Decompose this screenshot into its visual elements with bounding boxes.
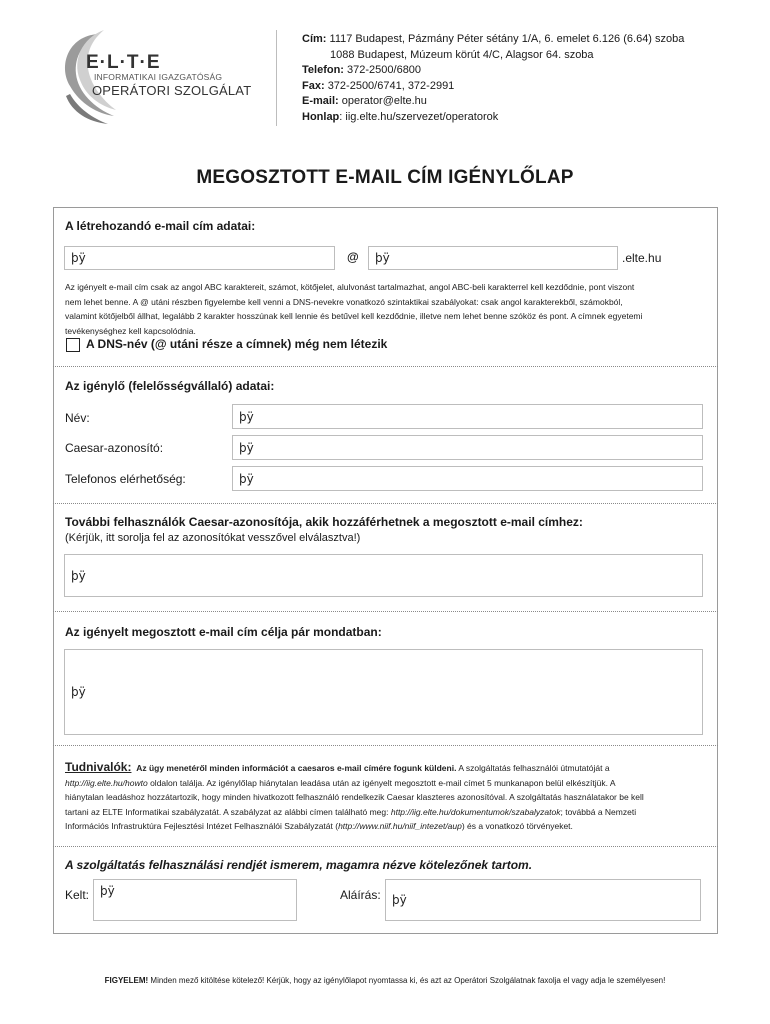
at-sign: @ (347, 250, 359, 264)
address-row (302, 32, 684, 48)
info-line-1 (65, 760, 710, 776)
fax-label: Fax: (302, 79, 325, 92)
section3-heading: További felhasználók Caesar-azonosítója, akik hozzáférhetnek a megosztott e-mail címhez: (65, 515, 583, 529)
section2-heading: Az igénylő (felelősségvállaló) adatai: (65, 379, 275, 393)
section3-subheading: (Kérjük, itt sorolja fel az azonosítókat vesszővel elválasztva!) (65, 532, 361, 544)
phone-contact-label: Telefonos elérhetőség: (65, 472, 186, 486)
regulations-link[interactable]: http://iig.elte.hu/dokumentumok/szabalyzatok (390, 806, 561, 817)
address-label: Cím: (302, 33, 327, 45)
section-divider (53, 745, 718, 746)
signature-label: Aláírás: (340, 888, 381, 902)
phone-label: Telefon: (302, 64, 344, 76)
email-rules-line-4: tevékenységhez kell kapcsolódnia. (65, 325, 196, 336)
dns-not-exists-checkbox[interactable] (66, 338, 80, 352)
email-domain-input[interactable]: þÿ (368, 246, 618, 270)
email-rules-line-2: nem lehet benne. A @ utáni részben figyelembe kell venni a DNS-nevekre vonatkozó szintaktikai szabályokat: csak angol karakterekből, számokból, (65, 296, 623, 307)
date-label: Kelt: (65, 888, 90, 902)
address-line-1: 1117 Budapest, Pázmány Péter sétány 1/A, 6. emelet 6.126 (6.64) szoba (329, 33, 685, 45)
footer-warning (0, 976, 770, 985)
fax-row (302, 79, 684, 95)
section-divider (53, 503, 718, 504)
signature-field[interactable]: þÿ (385, 879, 701, 921)
logo-subtitle-1: INFORMATIKAI IGAZGATÓSÁG (94, 72, 223, 82)
info-text-4: tartani az ELTE Informatikai szabályzatát. A szabályzat az alábbi címen található meg: (65, 806, 389, 817)
contact-block (302, 32, 684, 125)
caesar-id-input[interactable]: þÿ (232, 435, 703, 460)
logo-subtitle-2: OPERÁTORI SZOLGÁLAT (92, 83, 252, 98)
section1-heading: A létrehozandó e-mail cím adatai: (65, 219, 256, 233)
email-rules-text (65, 280, 715, 338)
info-line-2 (65, 776, 710, 791)
info-text-7: ) és a vonatkozó törvényeket. (461, 821, 573, 831)
section-divider (53, 366, 718, 367)
info-line-4 (65, 805, 710, 820)
other-users-input[interactable]: þÿ (64, 554, 703, 597)
email-label: E-mail: (302, 95, 339, 107)
date-input[interactable]: þÿ (93, 879, 297, 921)
info-text-6: Információs Infrastruktúra Fejlesztési Intézet Felhasználói Szabályzatát ( (65, 821, 339, 831)
web-link[interactable]: : iig.elte.hu/szervezet/operatorok (339, 110, 499, 123)
purpose-textarea[interactable]: þÿ (64, 649, 703, 735)
name-input[interactable]: þÿ (232, 404, 703, 429)
info-bold-text: Az ügy menetéről minden információt a caesaros e-mail címére fogunk küldeni. (136, 763, 457, 773)
form-title: MEGOSZTOTT E-MAIL CÍM IGÉNYLŐLAP (196, 167, 574, 188)
info-line-5 (65, 819, 710, 834)
domain-suffix: .elte.hu (622, 251, 662, 265)
section-divider (53, 611, 718, 612)
acceptance-statement: A szolgáltatás felhasználási rendjét ismerem, magamra nézve kötelezőnek tartom. (65, 858, 533, 872)
email-link[interactable]: operator@elte.hu (341, 95, 427, 107)
info-notes (65, 760, 710, 834)
email-rules-line-1: Az igényelt e-mail cím csak az angol ABC karaktereit, számot, kötőjelet, alulvonást tartalmazhat, angol ABC-beli karakterrel kell kezdődnie, pont viszont (65, 282, 635, 292)
howto-link[interactable]: http://iig.elte.hu/howto (65, 777, 148, 788)
email-rules-line-3: valamint kötőjelből állhat, legalább 2 karakter hosszúnak kell lennie és betűvel kell kezdődnie, illetve nem lehet benne szóköz és pont. A címnek egyetemi (65, 311, 643, 321)
section-divider (53, 846, 718, 847)
fax-value: 372-2500/6741, 372-2991 (327, 79, 455, 92)
info-text-1: A szolgáltatás felhasználói útmutatóját a (458, 763, 610, 773)
info-text-3: hiánytalan leadáshoz hozzátartozik, hogy minden hivatkozott felhasználó rendelkezik Caesar klaszteres azonosítóval. A szolgáltatás használatakor be kell (65, 792, 644, 802)
section4-heading: Az igényelt megosztott e-mail cím célja pár mondatban: (65, 625, 382, 639)
email-row (302, 94, 684, 110)
niif-aup-link[interactable]: http://www.niif.hu/niif_intezet/aup (338, 821, 462, 831)
info-title: Tudnivalók: (65, 760, 132, 774)
info-text-2: oldalon találja. Az igénylőlap hiánytalan leadása után az igényelt megosztott e-mail címet 5 munkanapon belül elkészítjük. A (150, 777, 616, 788)
email-local-part-input[interactable]: þÿ (64, 246, 335, 270)
address-line-2: 1088 Budapest, Múzeum körút 4/C, Alagsor 64. szoba (330, 48, 594, 61)
name-label: Név: (65, 411, 90, 425)
phone-row (302, 63, 684, 79)
caesar-id-label: Caesar-azonosító: (65, 441, 164, 455)
elte-logo (58, 26, 268, 126)
web-label: Honlap (302, 110, 340, 123)
web-row (302, 110, 684, 126)
footer-warning-bold: FIGYELEM! (104, 976, 149, 985)
phone-value: 372-2500/6800 (347, 64, 422, 76)
footer-warning-text: Minden mező kitöltése kötelező! Kérjük, hogy az igénylőlapot nyomtassa ki, és azt az Operátori Szolgálatnak faxolja el vagy adja le személyesen! (148, 976, 666, 985)
dns-checkbox-label: A DNS-név (@ utáni része a címnek) még nem létezik (86, 337, 388, 351)
info-text-5: ; továbbá a Nemzeti (560, 806, 637, 817)
phone-contact-input[interactable]: þÿ (232, 466, 703, 491)
logo-title: E·L·T·E (86, 52, 161, 73)
header-divider (276, 30, 277, 126)
